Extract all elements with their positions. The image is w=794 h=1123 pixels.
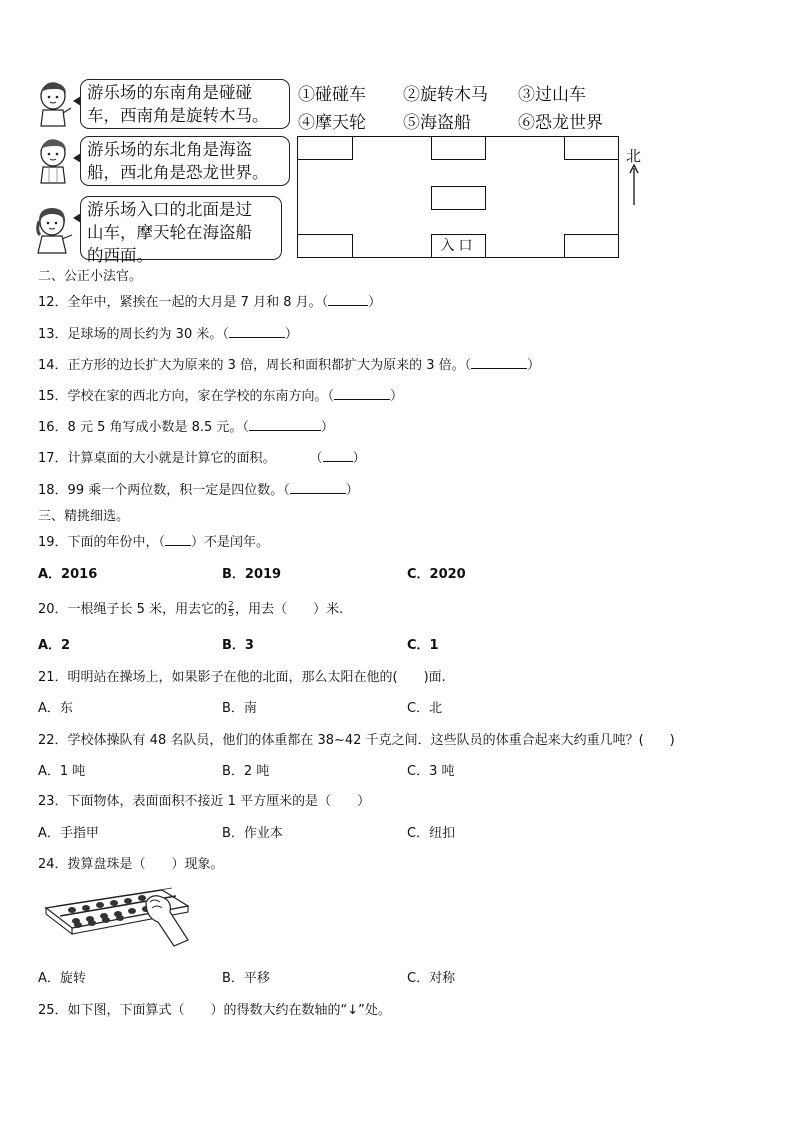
option-dinosaur-world: ⑥恐龙世界 — [518, 113, 603, 133]
question-24: 24．拨算盘珠是（ ）现象。 — [38, 857, 224, 872]
question-13-close: ） — [284, 327, 298, 342]
question-21: 21．明明站在操场上，如果影子在他的北面，那么太阳在他的( )面. — [38, 670, 446, 685]
question-19-text: 19．下面的年份中，（ — [38, 535, 166, 550]
speech-bubble-1: 游乐场的东南角是碰碰 车，西南角是旋转木马。 — [80, 79, 290, 129]
answer-blank-14[interactable] — [471, 368, 527, 369]
map-cell-southeast — [564, 234, 619, 258]
option-pirate-ship: ⑤海盗船 — [403, 113, 471, 133]
question-18-close: ） — [345, 483, 359, 498]
option-bumper-cars: ①碰碰车 — [298, 85, 366, 105]
question-17 — [38, 447, 366, 466]
question-15-close: ） — [390, 389, 404, 404]
q21-option-a[interactable]: A．东 — [38, 701, 73, 716]
answer-blank-18[interactable] — [290, 493, 346, 494]
map-cell-northeast — [564, 136, 619, 160]
boy-avatar-1 — [35, 80, 75, 128]
question-12 — [38, 291, 381, 310]
question-19 — [38, 531, 269, 550]
fraction-numerator: 2 — [228, 600, 234, 609]
question-20-text-b: ，用去（ ）米. — [235, 602, 344, 617]
question-18 — [38, 479, 359, 498]
question-16-close: ） — [320, 420, 334, 435]
q20-option-b[interactable]: B．3 — [222, 638, 254, 653]
abacus-illustration — [42, 880, 192, 952]
q20-option-c[interactable]: C．1 — [407, 638, 439, 653]
answer-blank-13[interactable] — [229, 337, 285, 338]
question-19-tail: ）不是闰年。 — [191, 535, 270, 550]
question-12-text: 12．全年中，紧挨在一起的大月是 7 月和 8 月。（ — [38, 295, 329, 310]
q22-option-a[interactable]: A．1 吨 — [38, 764, 86, 779]
question-20 — [38, 598, 343, 618]
q19-option-c[interactable]: C．2020 — [407, 567, 466, 582]
question-22: 22．学校体操队有 48 名队员，他们的体重都在 38~42 千克之间．这些队员的体重合起来大约重几吨？( ) — [38, 733, 675, 748]
section-three-heading: 三、精挑细选。 — [38, 509, 130, 524]
question-14-close: ） — [527, 358, 541, 373]
q24-option-a[interactable]: A．旋转 — [38, 971, 86, 986]
section-two-heading: 二、公正小法官。 — [38, 269, 143, 284]
question-18-text: 18．99 乘一个两位数，积一定是四位数。（ — [38, 483, 290, 498]
answer-blank-19[interactable] — [165, 545, 191, 546]
north-label: 北 — [626, 147, 642, 165]
question-14 — [38, 354, 540, 373]
q24-option-b[interactable]: B．平移 — [222, 971, 270, 986]
q22-option-b[interactable]: B．2 吨 — [222, 764, 270, 779]
boy-avatar-2 — [35, 137, 75, 185]
q23-option-c[interactable]: C．纽扣 — [407, 826, 456, 841]
map-cell-center — [431, 186, 486, 210]
question-17-close: ） — [352, 451, 366, 466]
question-17-text: 17．计算桌面的大小就是计算它的面积。 — [38, 451, 276, 466]
q21-option-c[interactable]: C．北 — [407, 701, 443, 716]
answer-blank-17[interactable] — [323, 461, 353, 462]
question-17-open: （ — [309, 451, 323, 466]
q19-option-a[interactable]: A．2016 — [38, 567, 98, 582]
question-20-text-a: 20．一根绳子长 5 米，用去它的 — [38, 602, 228, 617]
option-ferris-wheel: ④摩天轮 — [298, 113, 366, 133]
map-entrance: 入口 — [431, 234, 486, 258]
girl-avatar — [34, 205, 76, 255]
q23-option-a[interactable]: A．手指甲 — [38, 826, 99, 841]
speech-bubble-3: 游乐场入口的北面是过 山车，摩天轮在海盗船 的西面。 — [80, 196, 282, 260]
fraction-denominator: 5 — [228, 609, 234, 618]
answer-blank-15[interactable] — [334, 399, 390, 400]
question-14-text: 14．正方形的边长扩大为原来的 3 倍，周长和面积都扩大为原来的 3 倍。（ — [38, 358, 472, 373]
question-25: 25．如下图，下面算式（ ）的得数大约在数轴的“↓”处。 — [38, 1003, 391, 1018]
q19-option-b[interactable]: B．2019 — [222, 567, 282, 582]
question-13-text: 13．足球场的周长约为 30 米。（ — [38, 327, 229, 342]
q24-option-c[interactable]: C．对称 — [407, 971, 456, 986]
answer-blank-16[interactable] — [249, 430, 321, 431]
amusement-park-map — [297, 136, 619, 258]
option-roller-coaster: ③过山车 — [518, 85, 586, 105]
fraction — [228, 601, 234, 618]
question-23: 23．下面物体，表面面积不接近 1 平方厘米的是（ ） — [38, 794, 371, 809]
question-15 — [38, 385, 403, 404]
answer-blank-12[interactable] — [328, 305, 368, 306]
speech-bubble-2: 游乐场的东北角是海盗 船，西北角是恐龙世界。 — [80, 136, 290, 186]
option-carousel: ②旋转木马 — [403, 85, 488, 105]
map-cell-northwest — [297, 136, 353, 160]
question-16 — [38, 416, 334, 435]
question-13 — [38, 323, 298, 342]
q20-option-a[interactable]: A．2 — [38, 638, 71, 653]
map-cell-southwest — [297, 234, 353, 258]
q22-option-c[interactable]: C．3 吨 — [407, 764, 455, 779]
q21-option-b[interactable]: B．南 — [222, 701, 257, 716]
north-arrow-icon — [628, 164, 640, 206]
question-12-close: ） — [368, 295, 382, 310]
map-cell-north — [431, 136, 486, 160]
question-15-text: 15．学校在家的西北方向，家在学校的东南方向。（ — [38, 389, 335, 404]
q23-option-b[interactable]: B．作业本 — [222, 826, 283, 841]
question-16-text: 16．8 元 5 角写成小数是 8.5 元。（ — [38, 420, 249, 435]
